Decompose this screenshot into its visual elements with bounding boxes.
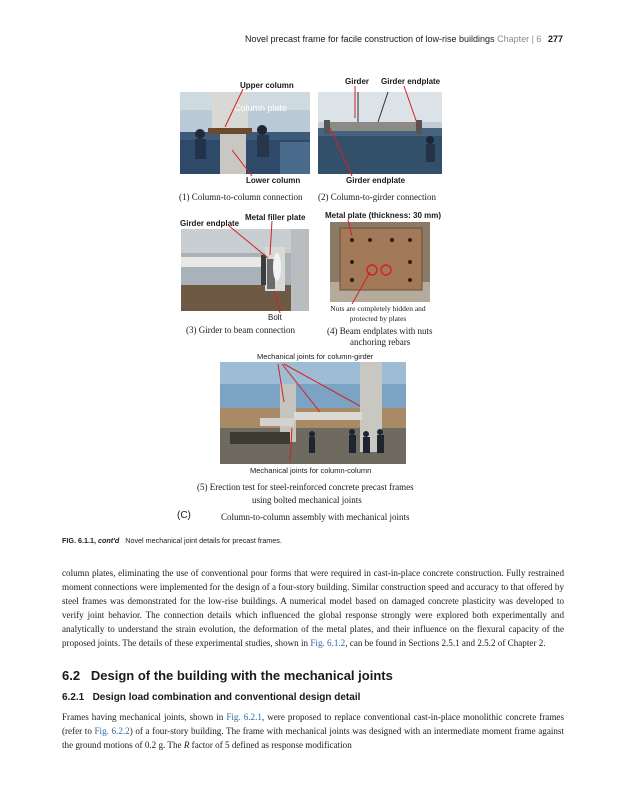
- paragraph-1-text-b: , can be found in Sections 2.5.1 and 2.5.2 of Chapter 2.: [345, 638, 546, 649]
- body-paragraph-1: [62, 566, 564, 651]
- caption-panel-4-line1: (4) Beam endplates with nuts: [327, 326, 433, 336]
- caption-panel-1: (1) Column-to-column connection: [179, 192, 303, 202]
- label-upper-column: Upper column: [240, 81, 294, 90]
- label-girder-endplate-top: Girder endplate: [381, 77, 441, 86]
- figure-number: FIG. 6.1.1,: [62, 536, 96, 545]
- header-title: Novel precast frame for facile construction of low-rise buildings: [244, 34, 495, 44]
- part-label: (C): [177, 510, 191, 521]
- label-girder: Girder: [345, 77, 370, 86]
- link-fig-6-2-2[interactable]: Fig. 6.2.2: [94, 726, 130, 737]
- label-girder-endplate: Girder endplate: [180, 219, 240, 228]
- paragraph-1-text-a: column plates, eliminating the use of conventional pour forms that were required in cast-in-place concrete construction. Fully restrained moment connections were implemented for the design of a four-story building. Similar construction speed and accuracy to that offered by steel frames was demonstrated for the low-rise buildings. A numerical model based on damaged concrete plasticity was developed to verify joint behavior. The connection details which influenced the global response strongly were explored both experimentally and analytically to understand the strain evolution, the deformation of the metal plates, and their influence on the flexural capacity of the proposed joints. The details of these experimental studies, shown in: [62, 568, 564, 649]
- caption-panel-5-line1: (5) Erection test for steel-reinforced concrete precast frames: [197, 482, 414, 492]
- label-girder-endplate-bottom: Girder endplate: [346, 176, 406, 185]
- caption-panel-5-line2: using bolted mechanical joints: [252, 495, 362, 505]
- note-line-1: Nuts are completely hidden and: [330, 304, 426, 313]
- label-mechanical-joints-girder: Mechanical joints for column-girder: [257, 352, 374, 361]
- caption-panel-4-line2: anchoring rebars: [350, 337, 411, 347]
- link-fig-6-1-2[interactable]: Fig. 6.1.2: [310, 638, 346, 649]
- header-chapter: Chapter | 6: [497, 34, 542, 44]
- label-metal-plate: Metal plate (thickness: 30 mm): [325, 211, 442, 220]
- label-metal-filler-plate: Metal filler plate: [245, 213, 306, 222]
- paragraph-2-text-b: , were proposed to replace conventional cast-in-place monolithic concrete frames (refer to: [62, 712, 564, 737]
- caption-panel-3: (3) Girder to beam connection: [186, 325, 295, 335]
- paragraph-2-text-c: ) of a four-story building. The frame with mechanical joints was designed with an intermediate moment frame against the ground motions of 0.2 g. The: [62, 726, 564, 751]
- label-mechanical-joints-column: Mechanical joints for column-column: [250, 466, 372, 475]
- part-title: Column-to-column assembly with mechanical joints: [221, 512, 410, 522]
- note-line-2: protected by plates: [349, 314, 407, 323]
- label-lower-column: Lower column: [246, 176, 301, 185]
- figure-contd: cont'd: [97, 536, 120, 545]
- label-bolt: Bolt: [268, 313, 282, 322]
- figure-caption-text: Novel mechanical joint details for precast frames.: [125, 536, 282, 545]
- figure-caption: [62, 536, 282, 545]
- link-fig-6-2-1[interactable]: Fig. 6.2.1: [226, 712, 262, 722]
- page-number: 277: [547, 34, 563, 44]
- paragraph-2-text-d: factor of 5 defined as response modification: [189, 740, 352, 751]
- caption-panel-2: (2) Column-to-girder connection: [318, 192, 436, 202]
- section-heading: 6.2 Design of the building with the mechanical joints: [62, 668, 393, 683]
- paragraph-2-text-a: Frames having mechanical joints, shown in: [62, 712, 227, 722]
- subsection-heading: 6.2.1 Design load combination and conventional design detail: [62, 692, 361, 703]
- label-column-plate: Column plate: [234, 103, 288, 113]
- italic-r: R: [183, 740, 190, 751]
- body-paragraph-2: [62, 710, 564, 752]
